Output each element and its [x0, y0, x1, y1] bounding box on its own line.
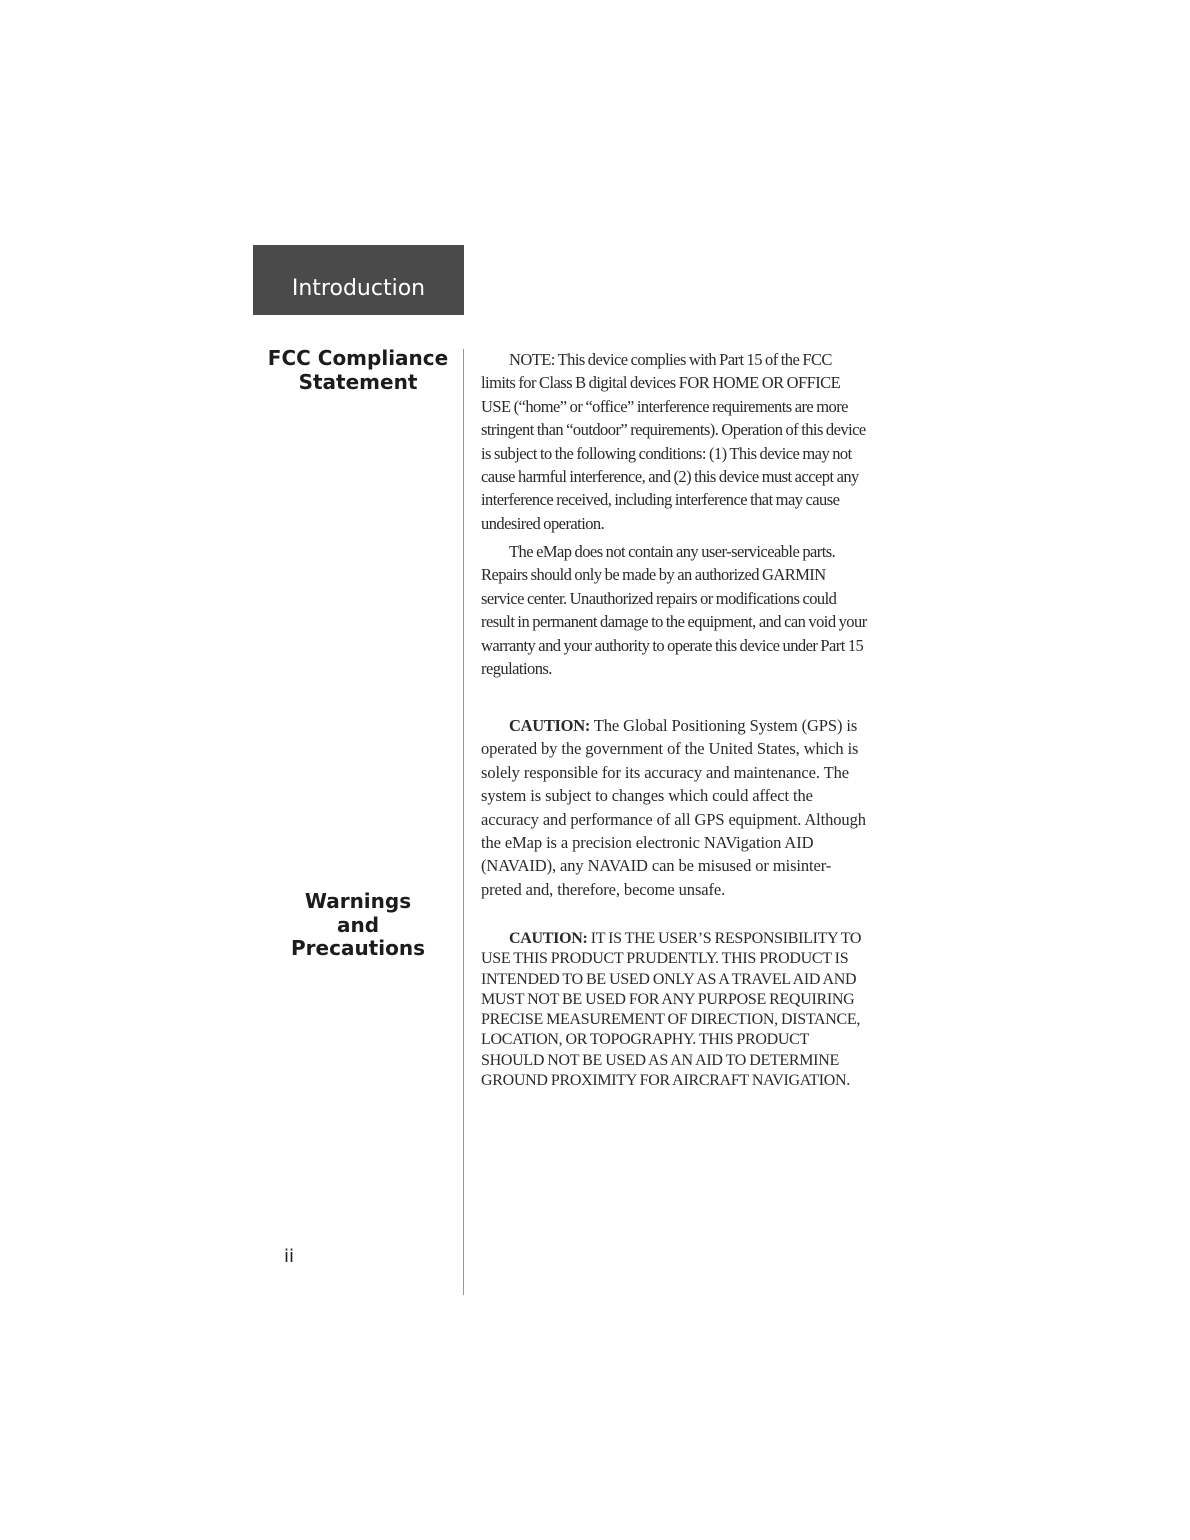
- page-number: ii: [284, 1246, 295, 1267]
- repairs-paragraph: The eMap does not contain any user-serviceable parts. Repairs should only be made by an authorized GARMIN service center. Unauthorized repairs or modifications could result in permanent damage to the equipment, and can void your warranty and your authority to operate this device under Part 15 regulations.: [481, 542, 867, 679]
- column-divider: [463, 349, 464, 1295]
- section-tab: [253, 245, 464, 315]
- fcc-note-paragraph: NOTE: This device complies with Part 15 of the FCC limits for Class B digital devices FOR HOME OR OFFICE USE (“home” or “office” interference requirements are more stringent than “outdoor” requirements). Operation of this device is subject to the following conditions: (1) This device may not cause harmful interference, and (2) this device must accept any interference received, including interference that may cause undesired operation.: [481, 350, 866, 533]
- fcc-heading-line-1: FCC Compliance: [267, 346, 449, 370]
- gps-caution-paragraph: [481, 714, 867, 901]
- fcc-heading-line-2: Statement: [298, 369, 418, 394]
- gps-caution-text: The Global Positioning System (GPS) is operated by the government of the United States, which is solely responsible for its accuracy and maintenance. The system is subject to changes which could affect the accuracy and performance of all GPS equipment. Although the eMap is a precision electronic NAVigation AID (NAVAID), any NAVAID can be misused or misinter-preted and, therefore, become unsafe.: [481, 716, 866, 899]
- warnings-heading-line-2: and: [336, 912, 380, 937]
- usage-caution-text: IT IS THE USER’S RESPONSIBILITY TO USE THIS PRODUCT PRUDENTLY. THIS PRODUCT IS INTENDED TO BE USED ONLY AS A TRAVEL AID AND MUST NOT BE USED FOR ANY PURPOSE REQUIRING PRECISE MEASUREMENT OF DIRECTION, DISTANCE, LOCATION, OR TOPOGRAPHY. THIS PRODUCT SHOULD NOT BE USED AS AN AID TO DETERMINE GROUND PROXIMITY FOR AIRCRAFT NAVIGATION.: [481, 930, 862, 1090]
- warnings-precautions-heading: [253, 890, 463, 961]
- gps-caution-label: CAUTION:: [509, 716, 591, 735]
- warnings-heading-line-1: Warnings: [304, 889, 412, 913]
- warnings-heading-line-3: Precautions: [291, 936, 425, 960]
- fcc-compliance-heading: [253, 347, 463, 394]
- section-tab-label: Introduction: [291, 276, 426, 301]
- usage-caution-label: CAUTION:: [509, 930, 588, 947]
- usage-caution-paragraph: [481, 929, 867, 1091]
